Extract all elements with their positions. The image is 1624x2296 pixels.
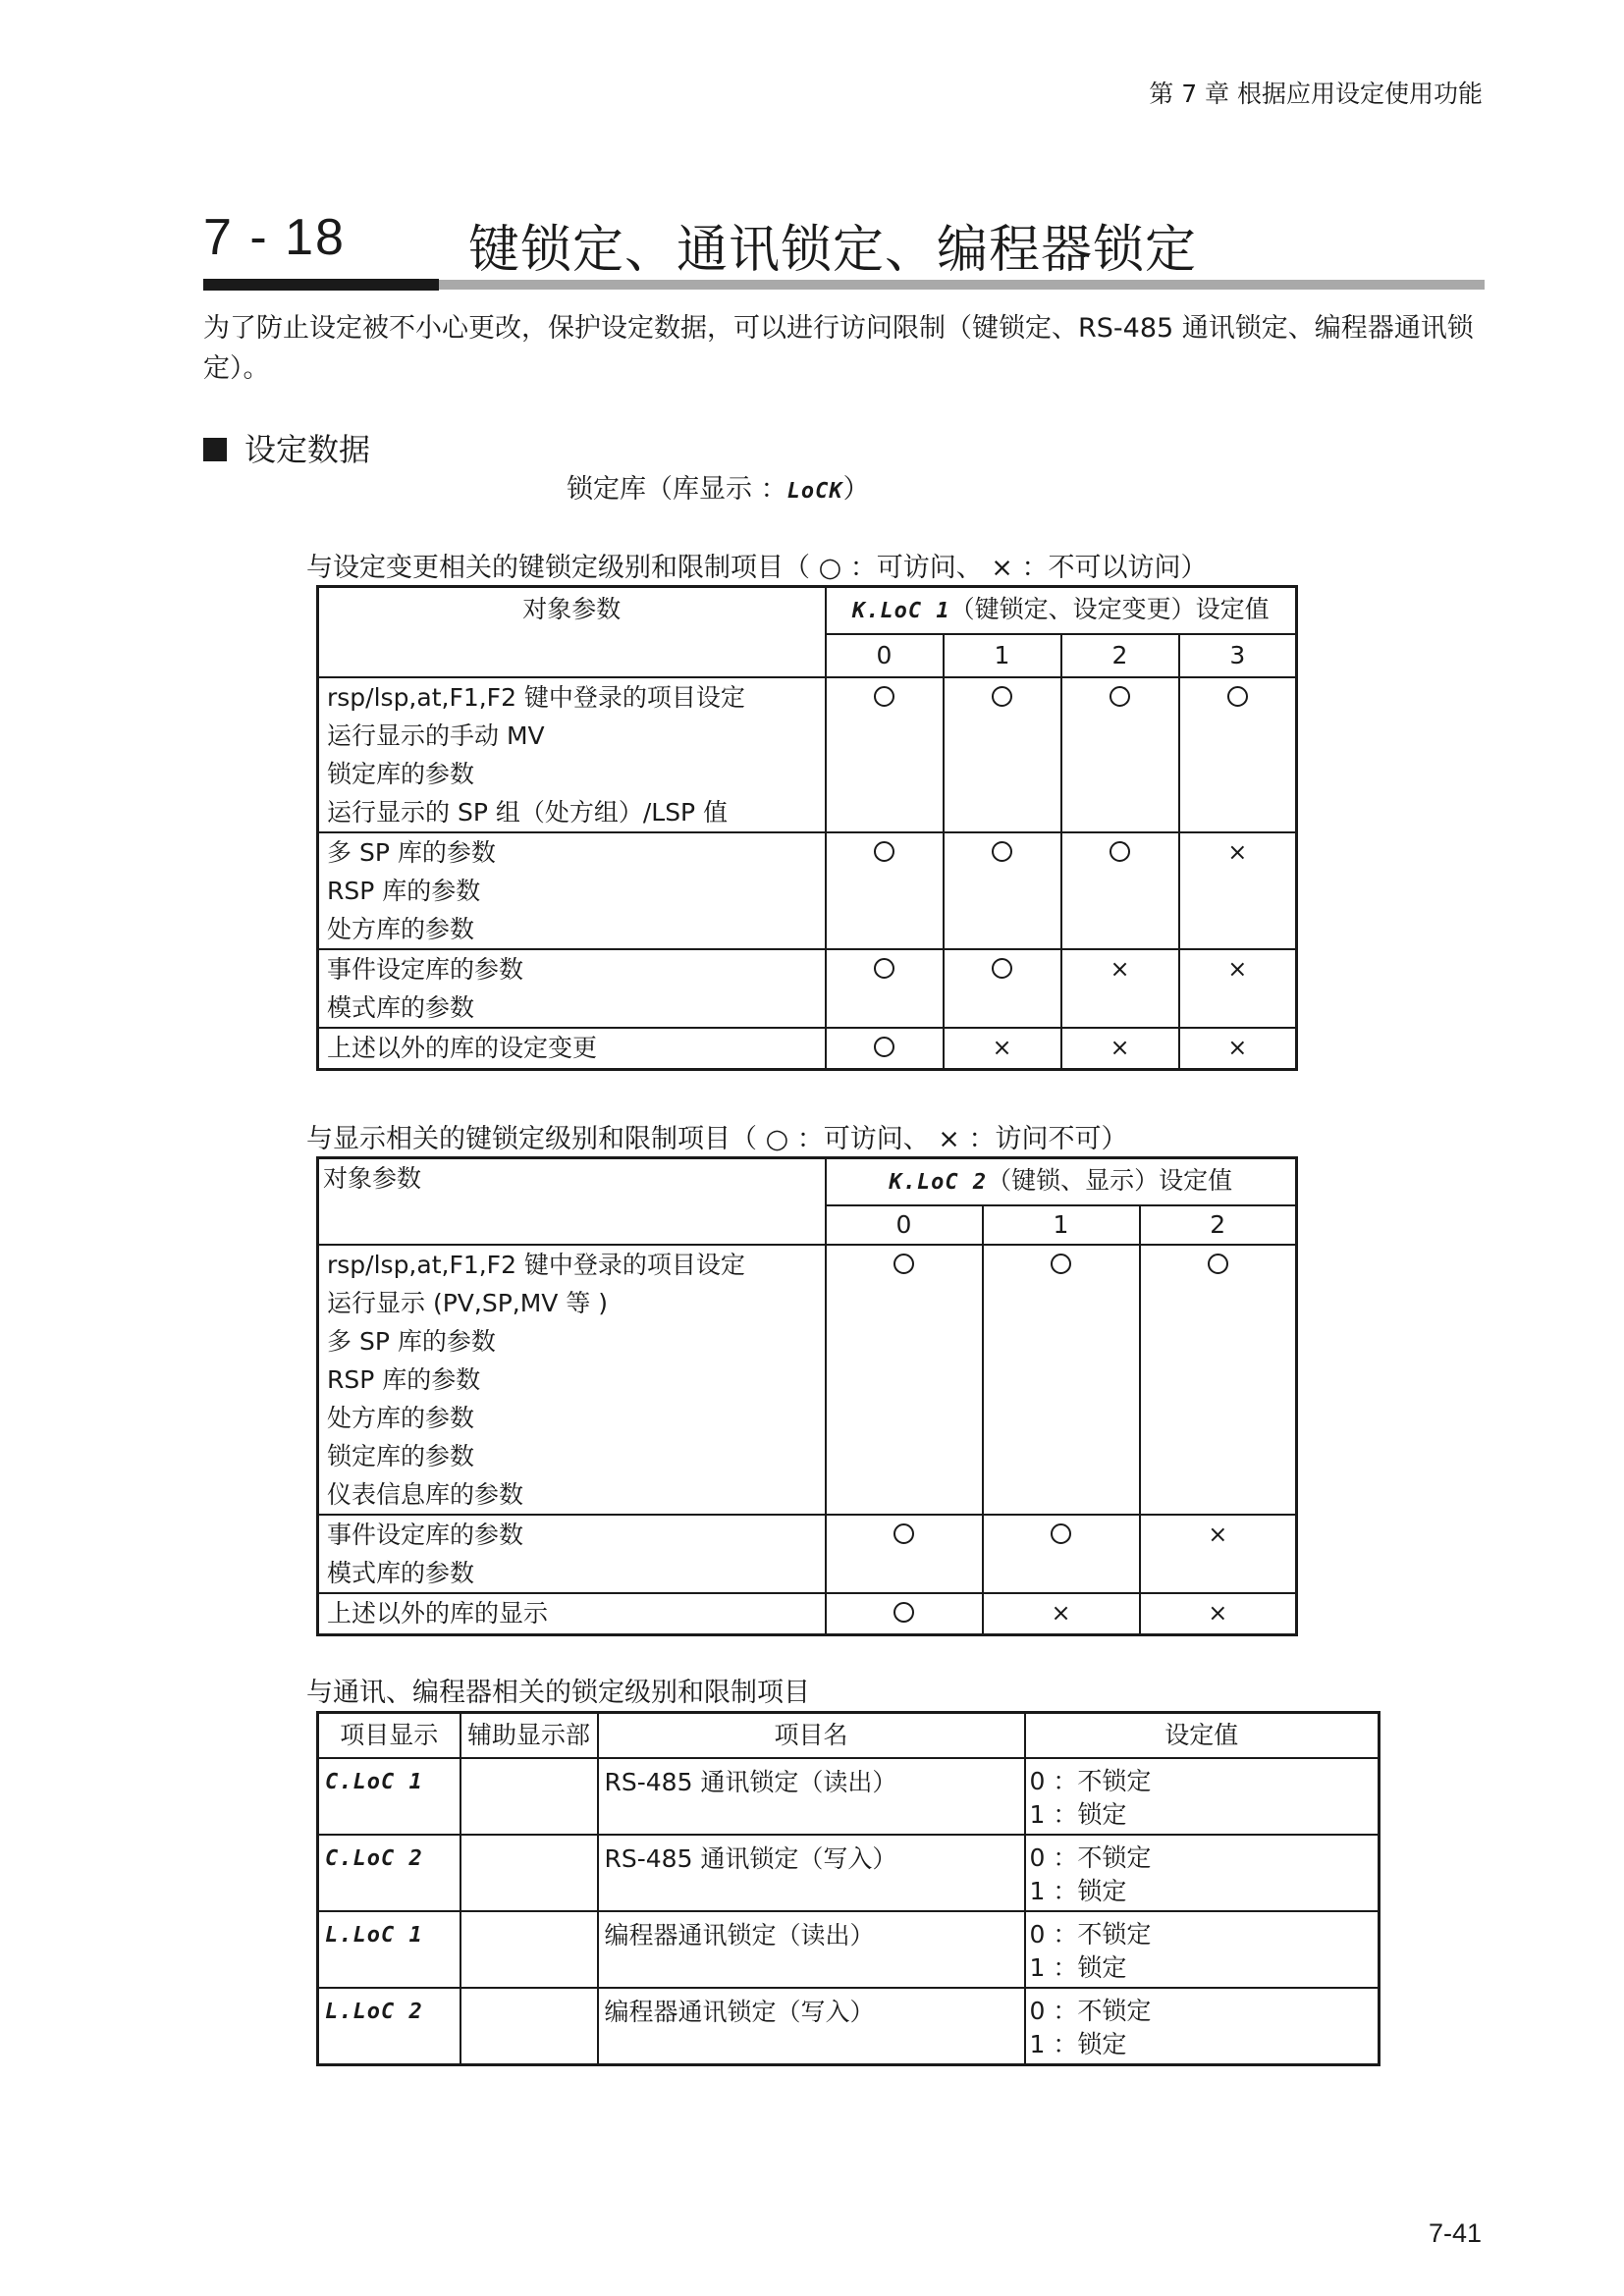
param-cell [318,832,826,949]
circle-mark-icon [944,949,1061,1028]
table-row [318,677,1297,832]
param-line: 处方库的参数 [327,1404,475,1432]
circle-mark-icon [944,677,1061,832]
cross-mark-icon [1179,949,1297,1028]
circle-mark [992,841,1012,862]
table1-level: 3 [1179,634,1297,677]
table2-value-code: K.LoC 2 [889,1170,988,1195]
circle-mark-icon [826,1515,983,1593]
param-line: 事件设定库的参数 [327,955,524,984]
table1-value-code: K.LoC 1 [851,599,950,623]
cross-mark-icon [1061,949,1179,1028]
setting-value: 1 ：锁定 [1029,1877,1127,1905]
section-title: 键锁定、通讯锁定、编程器锁定 [468,221,1198,280]
bank-label-close: ） [842,474,870,505]
setting-value-cell [1025,1988,1380,2065]
table2-level: 2 [1140,1205,1297,1245]
param-line: 事件设定库的参数 [327,1521,524,1549]
cross-mark-icon [1061,1028,1179,1070]
page-number: 7-41 [1429,2218,1483,2248]
setting-value: 0 ：不锁定 [1029,1843,1152,1872]
cross-mark: × [1227,955,1248,983]
circle-mark [1051,1254,1071,1274]
circle-mark [874,958,894,979]
table2-caption: 与显示相关的键锁定级别和限制项目（ ○ ：可访问、 × ：访问不可） [306,1124,1128,1154]
table-row [318,1028,1297,1070]
circle-mark-icon [1061,677,1179,832]
item-code: L.LoC 1 [325,1923,423,1948]
cross-mark-icon [1179,1028,1297,1070]
param-line: 多 SP 库的参数 [327,1327,496,1356]
item-name-cell: RS-485 通讯锁定（读出） [598,1758,1025,1835]
circle-mark [1227,686,1248,707]
table3-header: 设定值 [1025,1713,1380,1759]
table-row [318,1593,1297,1635]
circle-mark [893,1602,914,1623]
table2-value-header [826,1158,1297,1206]
setting-value: 1 ：锁定 [1029,1953,1127,1982]
circle-mark [992,958,1012,979]
param-line: 运行显示的 SP 组（处方组）/LSP 值 [327,798,729,827]
item-name-cell: RS-485 通讯锁定（写入） [598,1835,1025,1911]
subheading [203,425,370,470]
setting-value-cell [1025,1758,1380,1835]
setting-value: 0 ：不锁定 [1029,1920,1152,1949]
table1-level: 1 [944,634,1061,677]
item-name-cell: 编程器通讯锁定（写入） [598,1988,1025,2065]
cross-mark-icon [1140,1593,1297,1635]
param-line: 锁定库的参数 [327,1442,475,1470]
cross-mark: × [992,1034,1012,1061]
table1-param-header: 对象参数 [318,587,826,678]
circle-mark [874,1037,894,1057]
param-line: 模式库的参数 [327,1559,475,1587]
aux-display-cell [460,1835,598,1911]
setting-value: 0 ：不锁定 [1029,1997,1152,2025]
aux-display-cell [460,1911,598,1988]
param-line: 运行显示的手动 MV [327,721,545,750]
table-row [318,1988,1380,2065]
table2-level: 1 [983,1205,1140,1245]
cross-mark-icon [1140,1515,1297,1593]
cross-mark: × [1227,1034,1248,1061]
param-line: 锁定库的参数 [327,760,475,788]
cross-mark: × [1051,1599,1071,1627]
table-row [318,832,1297,949]
circle-mark-icon [826,1245,983,1515]
item-code-cell [318,1911,460,1988]
table1-level: 0 [826,634,944,677]
param-line: rsp/lsp,at,F1,F2 键中登录的项目设定 [327,683,745,712]
circle-mark [1110,686,1130,707]
table3-header: 辅助显示部 [460,1713,598,1759]
table-row [318,1245,1297,1515]
bank-label-text: 锁定库（库显示 ： [567,474,787,505]
circle-mark-icon [826,1028,944,1070]
table3-header: 项目名 [598,1713,1025,1759]
param-line: 上述以外的库的设定变更 [327,1034,598,1062]
circle-mark [893,1523,914,1544]
param-line: 模式库的参数 [327,993,475,1022]
param-line: 仪表信息库的参数 [327,1480,524,1509]
title-rule-dark [203,279,439,291]
table-row [318,949,1297,1028]
table-row [318,1515,1297,1593]
item-name-cell: 编程器通讯锁定（读出） [598,1911,1025,1988]
table2-param-header: 对象参数 [318,1158,826,1246]
table2-value-text: （键锁、显示）设定值 [987,1166,1233,1195]
circle-mark-icon [1061,832,1179,949]
cross-mark-icon [1179,832,1297,949]
item-code: L.LoC 2 [325,2000,423,2024]
param-line: rsp/lsp,at,F1,F2 键中登录的项目设定 [327,1251,745,1279]
title-rule-grey [439,280,1485,290]
subheading-text: 设定数据 [244,431,371,468]
param-cell [318,1028,826,1070]
aux-display-cell [460,1758,598,1835]
key-lock-display-table [316,1156,1298,1636]
setting-value: 1 ：锁定 [1029,2030,1127,2058]
cross-mark: × [1110,955,1130,983]
circle-mark-icon [944,832,1061,949]
table-row [318,1758,1380,1835]
circle-mark [874,841,894,862]
setting-value-cell [1025,1911,1380,1988]
intro-paragraph: 为了防止设定被不小心更改，保护设定数据，可以进行访问限制（键锁定、RS-485 通讯锁定、编程器通讯锁定）。 [203,313,1474,384]
cross-mark: × [1227,838,1248,866]
running-header: 第 7 章 根据应用设定使用功能 [1149,80,1483,108]
circle-mark [874,686,894,707]
table1-level: 2 [1061,634,1179,677]
param-cell [318,1245,826,1515]
circle-mark-icon [826,677,944,832]
section-number: 7 - 18 [203,209,346,266]
cross-mark-icon [983,1593,1140,1635]
cross-mark-icon [944,1028,1061,1070]
param-cell [318,1515,826,1593]
setting-value: 1 ：锁定 [1029,1800,1127,1829]
table-row [318,1835,1380,1911]
item-code-cell [318,1988,460,2065]
param-cell [318,677,826,832]
circle-mark-icon [1140,1245,1297,1515]
circle-mark [992,686,1012,707]
param-line: 上述以外的库的显示 [327,1599,549,1628]
table3-header: 项目显示 [318,1713,460,1759]
param-line: RSP 库的参数 [327,1365,481,1394]
circle-mark-icon [826,949,944,1028]
table1-caption: 与设定变更相关的键锁定级别和限制项目（ ○ ：可访问、 × ：不可以访问） [306,553,1208,583]
item-code: C.LoC 2 [325,1846,423,1871]
bank-label [567,467,870,506]
item-code: C.LoC 1 [325,1770,423,1794]
circle-mark-icon [826,832,944,949]
circle-mark [1208,1254,1228,1274]
item-code-cell [318,1758,460,1835]
param-cell [318,1593,826,1635]
param-line: 运行显示 (PV,SP,MV 等 ) [327,1289,609,1317]
table2-level: 0 [826,1205,983,1245]
param-line: 处方库的参数 [327,915,475,943]
setting-value: 0 ：不锁定 [1029,1767,1152,1795]
circle-mark-icon [983,1515,1140,1593]
param-line: RSP 库的参数 [327,877,481,905]
square-bullet-icon [203,438,227,461]
table3-caption: 与通讯、编程器相关的锁定级别和限制项目 [306,1678,810,1708]
table-row [318,1911,1380,1988]
circle-mark [893,1254,914,1274]
aux-display-cell [460,1988,598,2065]
param-cell [318,949,826,1028]
table1-value-text: （键锁定、设定变更）设定值 [949,595,1270,623]
setting-value-cell [1025,1835,1380,1911]
key-lock-change-table [316,585,1298,1071]
circle-mark [1051,1523,1071,1544]
comm-lock-table [316,1711,1380,2066]
table1-value-header [826,587,1297,635]
circle-mark-icon [983,1245,1140,1515]
item-code-cell [318,1835,460,1911]
cross-mark: × [1208,1521,1228,1548]
bank-code: LoCK [786,479,843,504]
circle-mark-icon [826,1593,983,1635]
cross-mark: × [1110,1034,1130,1061]
circle-mark-icon [1179,677,1297,832]
circle-mark [1110,841,1130,862]
param-line: 多 SP 库的参数 [327,838,496,867]
cross-mark: × [1208,1599,1228,1627]
